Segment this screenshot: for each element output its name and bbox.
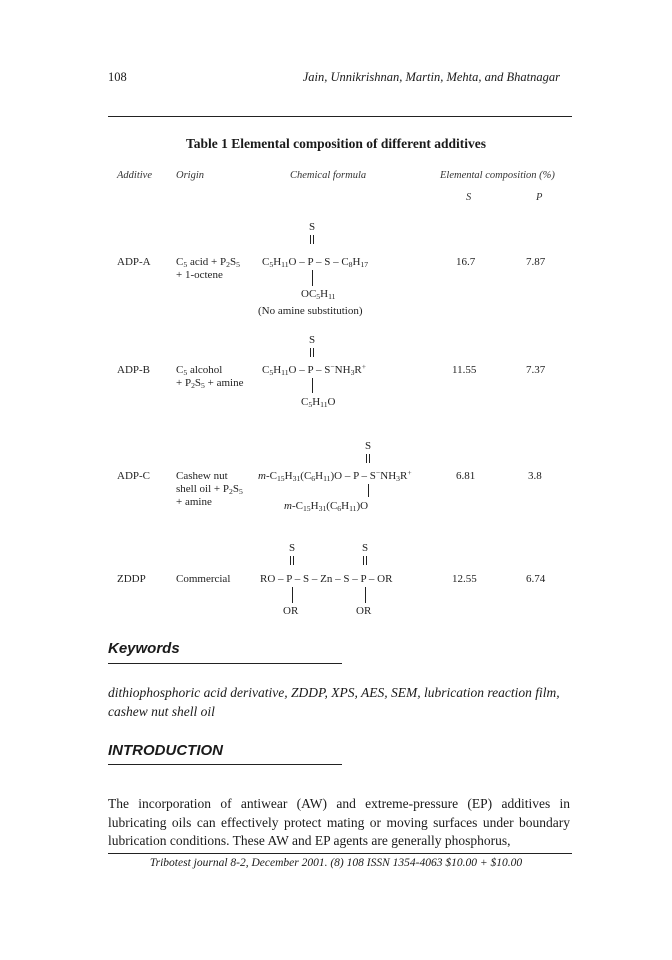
formula-c-main: $m-C_{15}H_{31}(C_6H_{11})O$ – P – $S^-NH_3R^+$ (258, 468, 412, 483)
formula-a-double-bond-1 (310, 235, 311, 244)
row-zddp-origin-1: Commercial (176, 573, 231, 585)
formula-c-substituent: $m-C_{15}H_{31}(C_6H_{11})O$ (284, 500, 369, 513)
formula-d-double-bond-right-1 (363, 556, 364, 565)
row-adp-c-origin-1: Cashew nut (176, 470, 228, 482)
formula-a-single-bond (312, 270, 313, 286)
formula-b-double-bond-1 (310, 348, 311, 357)
formula-b-main: $C_5H_{11}O$ – P – $S^-NH_3R^+$ (262, 362, 367, 377)
row-adp-b-additive: ADP-B (117, 364, 151, 376)
formula-a-main: $C_5H_{11}O$ – P – S – $C_8H_{17}$ (262, 256, 369, 269)
row-adp-a-additive: ADP-A (117, 256, 151, 268)
formula-b-substituent: $C_5H_{11}O$ (301, 396, 336, 409)
keywords-text: dithiophosphoric acid derivative, ZDDP, XPS, AES, SEM, lubrication reaction film, cashew nut shell oil (108, 685, 560, 719)
col-header-formula: Chemical formula (290, 170, 367, 181)
introduction-heading: INTRODUCTION (108, 742, 223, 759)
formula-c-double-bond-1 (366, 454, 367, 463)
keywords-underline (108, 663, 342, 664)
formula-a-double-bond-2 (313, 235, 314, 244)
formula-d-sulfur-right: S (362, 542, 369, 554)
page-number: 108 (108, 70, 127, 84)
row-adp-c-origin-2: shell oil + $P_2S_5$ (176, 483, 243, 496)
row-adp-b-s: 11.55 (452, 364, 477, 376)
formula-c-single-bond (368, 484, 369, 497)
formula-b-single-bond (312, 378, 313, 393)
row-zddp-p: 6.74 (526, 573, 546, 585)
row-adp-c-s: 6.81 (456, 470, 476, 482)
formula-d-single-bond-left (292, 587, 293, 603)
row-adp-b-origin-2: + $P_2S_5 + amine$ (176, 377, 244, 390)
footer-citation: Tribotest journal 8-2, December 2001. (8) 108 ISSN 1354-4063 $10.00 + $10.00 (149, 857, 523, 869)
introduction-text: The incorporation of antiwear (AW) and extreme-pressure (EP) additives in lubricating oils can effectively protect mating or moving surfaces under boundary lubrication conditions. These AW and EP agents are generally phosphorus, (108, 796, 570, 848)
formula-c-sulfur: S (365, 440, 372, 452)
formula-d-substituent-left: OR (283, 605, 299, 617)
formula-c-double-bond-2 (369, 454, 370, 463)
subcol-header-p: P (536, 192, 543, 203)
formula-d-double-bond-left-2 (293, 556, 294, 565)
row-adp-a-p: 7.87 (526, 256, 546, 268)
introduction-underline (108, 764, 342, 765)
col-header-composition: Elemental composition (%) (440, 170, 555, 181)
row-adp-c-p: 3.8 (528, 470, 542, 482)
formula-d-double-bond-left-1 (290, 556, 291, 565)
formula-b-double-bond-2 (313, 348, 314, 357)
formula-d-sulfur-left: S (289, 542, 296, 554)
row-adp-c-additive: ADP-C (117, 470, 151, 482)
formula-a-note: (No amine substitution) (258, 305, 363, 317)
row-adp-a-origin-2: + 1-octene (176, 269, 223, 281)
formula-d-single-bond-right (365, 587, 366, 603)
table-title: Table 1 Elemental composition of different additives (186, 136, 486, 151)
keywords-heading: Keywords (108, 640, 180, 657)
row-adp-a-s: 16.7 (456, 256, 476, 268)
row-adp-a-origin-1: $C_5$ acid + $P_2S_5$ (176, 256, 240, 269)
row-adp-b-p: 7.37 (526, 364, 546, 376)
formula-d-main: RO – P – S – Zn – S – P – OR (260, 573, 393, 585)
formula-d-double-bond-right-2 (366, 556, 367, 565)
formula-d-substituent-right: OR (356, 605, 372, 617)
col-header-additive: Additive (117, 170, 152, 181)
row-adp-b-origin-1: $C_5$ alcohol (176, 364, 223, 377)
running-head-authors: Jain, Unnikrishnan, Martin, Mehta, and Bhatnagar (302, 70, 560, 84)
subcol-header-s: S (466, 192, 472, 203)
formula-a-sulfur: S (309, 221, 316, 233)
row-adp-c-origin-3: + amine (176, 496, 212, 508)
col-header-origin: Origin (176, 170, 205, 181)
formula-b-sulfur: S (309, 334, 316, 346)
formula-a-substituent: $OC_5H_{11}$ (301, 288, 336, 301)
top-rule (108, 116, 572, 117)
row-zddp-s: 12.55 (452, 573, 477, 585)
row-zddp-additive: ZDDP (117, 573, 146, 585)
footer-rule (108, 853, 572, 854)
